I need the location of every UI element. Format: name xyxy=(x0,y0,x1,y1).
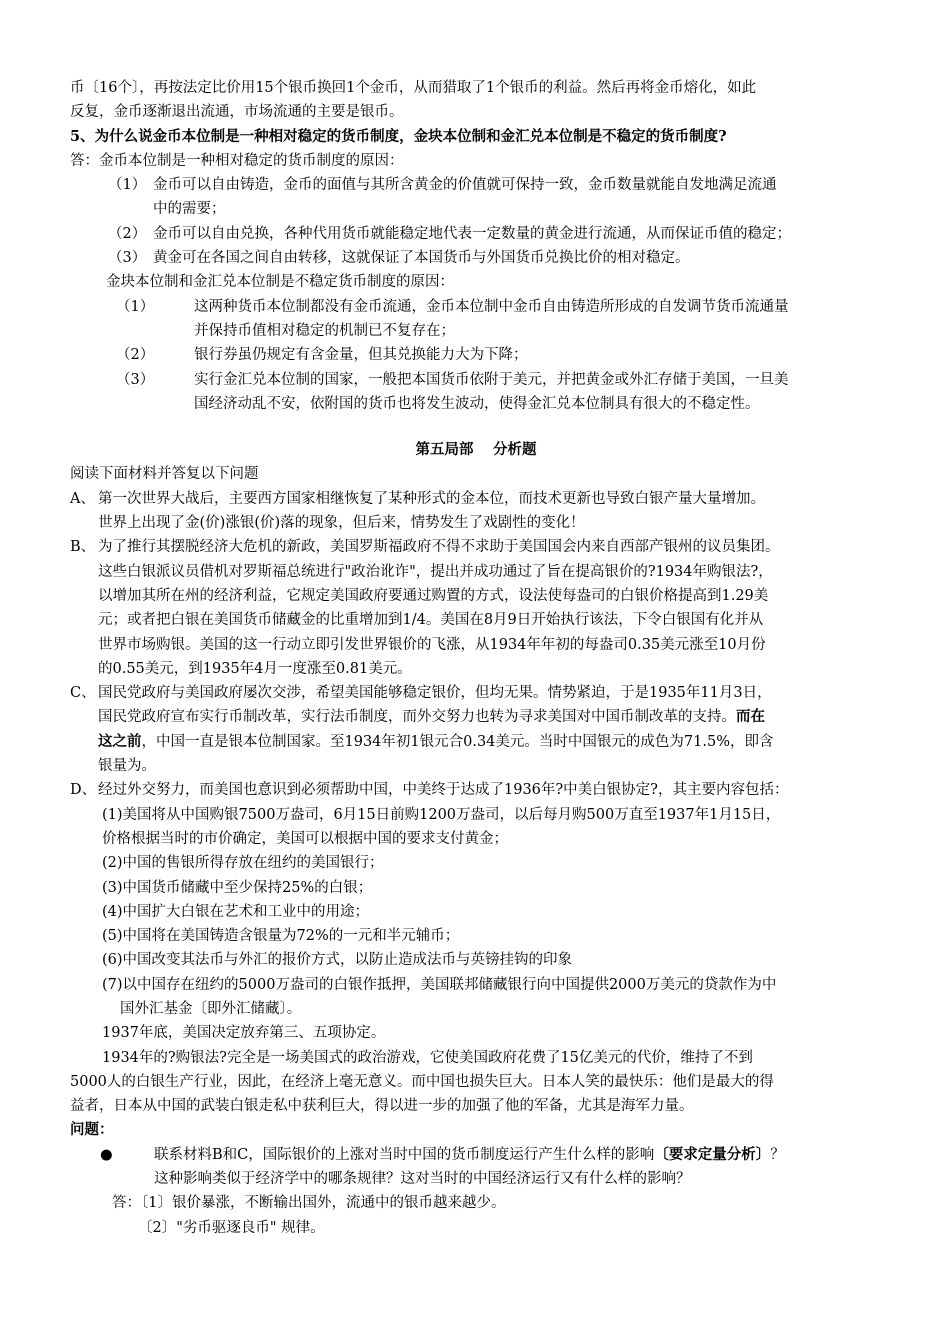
answer-line: 〔2〕"劣币驱逐良币" 规律。 xyxy=(138,1219,325,1236)
text-span: ，中国一直是银本位制国家。至1934年初1银元合0.34美元。当时中国银元的成色为71.5%，即含 xyxy=(141,733,774,750)
agreement-item: (2)中国的售银所得存放在纽约的美国银行； xyxy=(102,855,384,872)
item-number: （1） xyxy=(108,177,147,194)
answer-line: 答：〔1〕银价暴涨，不断输出国外，流通中的银币越来越少。 xyxy=(112,1195,506,1212)
text-line: 以增加其所在州的经济利益，它规定美国政府要通过购置的方式，设法使每盎司的白银价格提高到1.29美 xyxy=(98,587,769,604)
agreement-item: (5)中国将在美国铸造含银量为72%的一元和半元辅币； xyxy=(102,928,460,945)
list-item xyxy=(70,222,882,246)
question-5-title: 5、为什么说金币本位制是一种相对稳定的货币制度，金块本位制和金汇兑本位制是不稳定的货币制度? xyxy=(70,127,727,145)
list-item xyxy=(70,368,882,417)
text-line xyxy=(154,1143,882,1167)
text-line: 5000人的白银生产行业，因此，在经济上毫无意义。而中国也损失巨大。日本人笑的最快乐：他们是最大的得 xyxy=(70,1073,774,1090)
bullet-icon: ● xyxy=(100,1146,113,1163)
material-label: B、 xyxy=(70,539,96,556)
text-span: 联系材料B和C，国际银价的上涨对当时中国的货币制度运行产生什么样的影响 xyxy=(154,1146,655,1163)
text-line: 1934年的?购银法?完全是一场美国式的政治游戏，它使美国政府花费了15亿美元的代价，维持了不到 xyxy=(102,1049,753,1066)
item-text: 黄金可在各国之间自由转移，这就保证了本国货币与外国货币兑换比价的相对稳定。 xyxy=(153,250,690,267)
section-heading: 第五局部 分析题 xyxy=(415,441,537,459)
item-text: 实行金汇兑本位制的国家，一般把本国货币依附于美元，并把黄金或外汇存储于美国，一旦美 xyxy=(194,371,789,388)
agreement-item: (4)中国扩大白银在艺术和工业中的用途； xyxy=(102,903,370,920)
list-item xyxy=(70,173,882,222)
agreement-item: (7)以中国存在纽约的5000万盎司的白银作抵押，美国联邦储藏银行向中国提供2000万美元的贷款作为中 xyxy=(102,976,777,993)
material-label: D、 xyxy=(70,782,97,799)
text-line: 国民党政府与美国政府屡次交涉，希望美国能够稳定银价，但均无果。情势紧迫，于是1935年11月3日， xyxy=(98,685,772,702)
text-line: 第一次世界大战后，主要西方国家相继恢复了某种形式的金本位，而技术更新也导致白银产量大量增加。 xyxy=(98,490,765,507)
agreement-item-cont: 价格根据当时的市价确定，美国可以根据中国的要求支付黄金； xyxy=(102,830,508,847)
material-d xyxy=(70,778,882,1045)
questions-label: 问题： xyxy=(70,1121,114,1139)
text-line: 这些白银派议员借机对罗斯福总统进行"政治讹诈"，提出并成功通过了旨在提高银价的?1934年购银法?， xyxy=(98,563,773,580)
item-text: 国经济动乱不安，依附国的货币也将发生波动，使得金汇兑本位制具有很大的不稳定性。 xyxy=(194,395,760,412)
material-c xyxy=(70,681,882,778)
item-text: 金币可以自由铸造，金币的面值与其所含黄金的价值就可保持一致，金币数量就能自发地满足流通 xyxy=(153,177,777,194)
item-number: （3） xyxy=(108,250,147,267)
text-line: 这种影响类似于经济学中的哪条规律？这对当时的中国经济运行又有什么样的影响？ xyxy=(154,1171,691,1188)
item-text: 中的需要； xyxy=(153,201,226,218)
item-text: 这两种货币本位制都没有金币流通，金币本位制中金币自由铸造所形成的自发调节货币流通量 xyxy=(194,298,789,315)
agreement-item-cont: 国外汇基金〔即外汇储藏〕。 xyxy=(120,1000,302,1017)
text-line xyxy=(98,705,882,729)
text-line: 世界市场购银。美国的这一行动立即引发世界银价的飞涨，从1934年年初的每盎司0.35美元涨至10月份 xyxy=(98,636,766,653)
list-item xyxy=(70,295,882,344)
item-text: 金币可以自由兑换，各种代用货币就能稳定地代表一定数量的黄金进行流通，从而保证币值的稳定； xyxy=(153,225,791,242)
text-line: 的0.55美元，到1935年4月一度涨至0.81美元。 xyxy=(98,660,412,677)
reason-intro-b: 金块本位制和金汇兑本位制是不稳定货币制度的原因： xyxy=(106,274,454,291)
section-intro: 阅读下面材料并答复以下问题 xyxy=(70,466,259,483)
item-number: （2） xyxy=(108,225,147,242)
agreement-item: (1)美国将从中国购银7500万盎司，6月15日前购1200万盎司，以后每月购500万直至1937年1月15日， xyxy=(102,806,781,823)
reason-list-a xyxy=(70,173,882,270)
text-line: 反复，金币逐渐退出流通，市场流通的主要是银币。 xyxy=(70,104,404,121)
text-span: 国民党政府宣布实行币制改革，实行法币制度，而外交努力也转为寻求美国对中国币制改革的支持。 xyxy=(98,709,736,726)
bold-text-span: 这之前 xyxy=(98,732,142,750)
text-line: 银量为。 xyxy=(98,758,156,775)
item-text: 并保持币值相对稳定的机制已不复存在； xyxy=(194,322,455,339)
text-span: ？ xyxy=(770,1146,785,1163)
text-line xyxy=(98,730,882,754)
bold-text-span: 而在 xyxy=(736,708,765,726)
bold-text-span: 〔要求定量分析〕 xyxy=(654,1145,771,1163)
answer-intro: 答：金币本位制是一种相对稳定的货币制度的原因： xyxy=(70,152,404,169)
list-item xyxy=(70,246,882,270)
material-label: C、 xyxy=(70,685,96,702)
text-line: 世界上出现了金(价)涨银(价)落的现象，但后来，情势发生了戏剧性的变化！ xyxy=(98,515,585,532)
text-line: 为了推行其摆脱经济大危机的新政，美国罗斯福政府不得不求助于美国国会内来自西部产银州的议员集团。 xyxy=(98,539,780,556)
reason-list-b xyxy=(70,295,882,416)
text-line: 币〔16个〕，再按法定比价用15个银币换回1个金币，从而猎取了1个银币的利益。然后再将金币熔化，如此 xyxy=(70,80,757,96)
material-b xyxy=(70,535,882,681)
item-text: 银行券虽仍规定有含金量，但其兑换能力大为下降； xyxy=(194,347,528,364)
item-number: （1） xyxy=(116,298,155,315)
material-a xyxy=(70,487,882,536)
agreement-item: (3)中国货币储藏中至少保持25%的白银； xyxy=(102,879,373,896)
item-number: （2） xyxy=(116,347,155,364)
text-line: 1937年底，美国决定放弃第三、五项协定。 xyxy=(102,1025,386,1042)
document-page xyxy=(70,76,882,1240)
list-item xyxy=(70,343,882,367)
agreement-item: (6)中国改变其法币与外汇的报价方式，以防止造成法币与英镑挂钩的印象 xyxy=(102,952,573,969)
text-line: 益者，日本从中国的武装白银走私中获利巨大，得以进一步的加强了他的军备，尤其是海军力量。 xyxy=(70,1098,694,1115)
material-label: A、 xyxy=(70,490,95,507)
item-number: （3） xyxy=(116,371,155,388)
text-line: 经过外交努力，而美国也意识到必须帮助中国，中美终于达成了1936年?中美白银协定?，其主要内容包括： xyxy=(98,782,789,799)
question-item xyxy=(100,1143,882,1192)
text-line: 元；或者把白银在美国货币储藏金的比重增加到1/4。美国在8月9日开始执行该法，下令白银国有化并从 xyxy=(98,612,764,629)
